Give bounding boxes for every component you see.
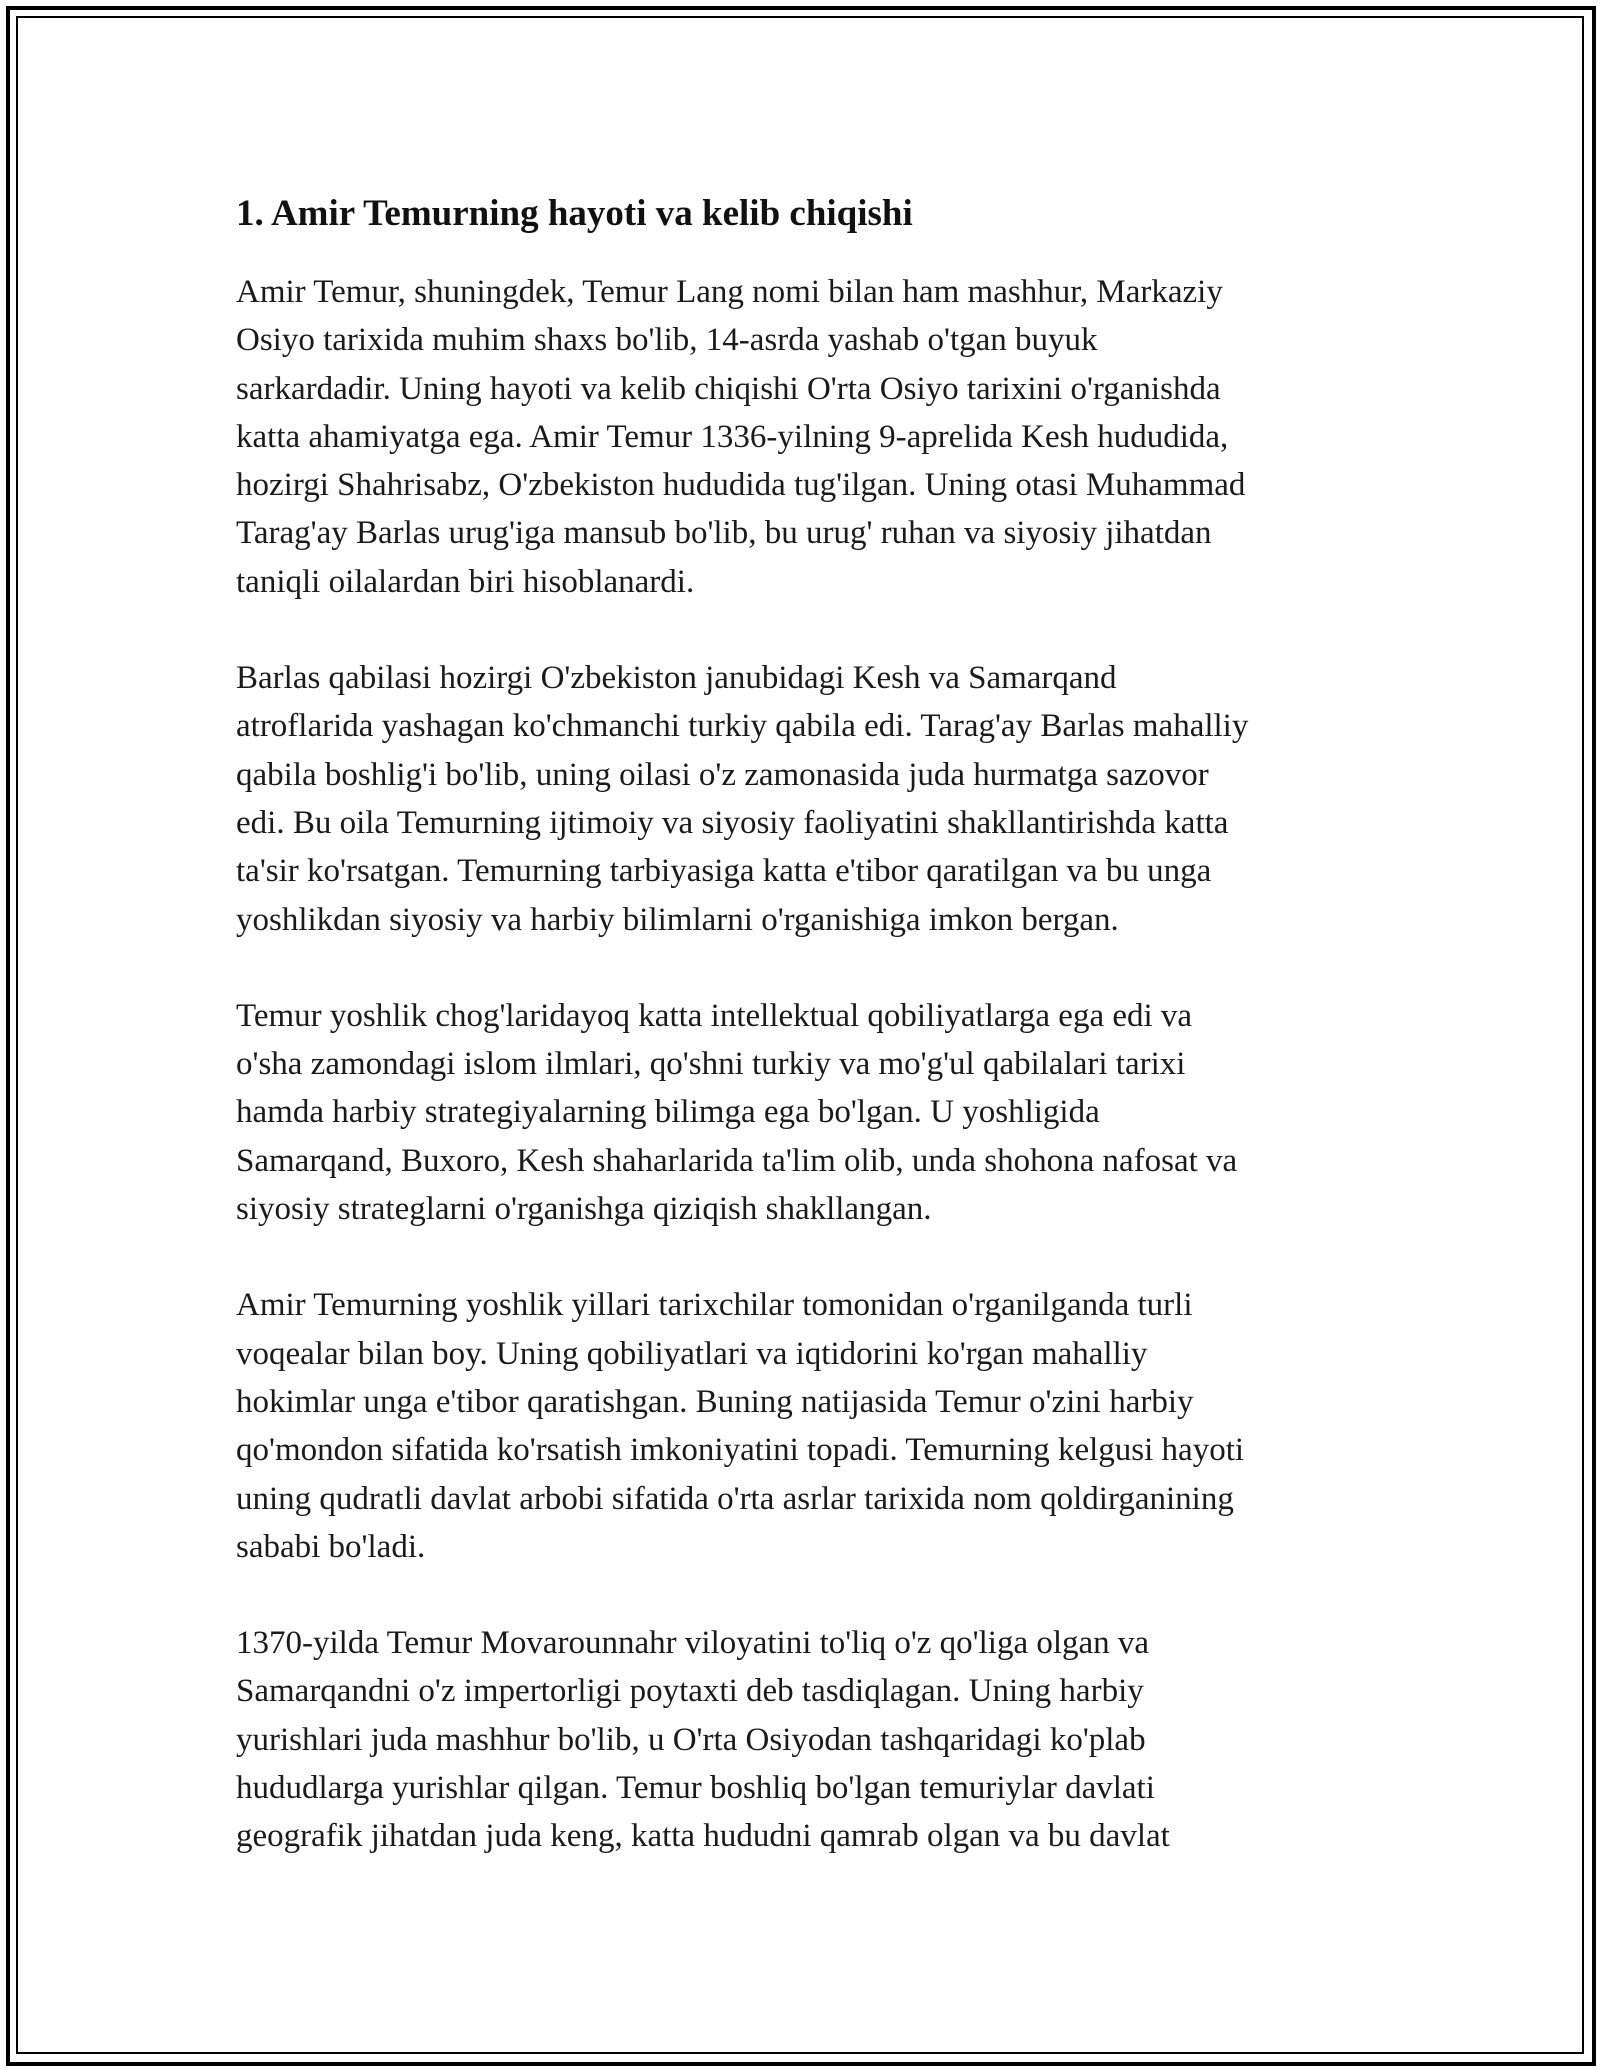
text-line: sarkardadir. Uning hayoti va kelib chiqishi O'rta Osiyo tarixini o'rganishda: [236, 370, 1221, 407]
paragraph-5: [236, 1619, 1406, 1860]
paragraph-4: [236, 1281, 1406, 1571]
text-line: hokimlar unga e'tibor qaratishgan. Buning natijasida Temur o'zini harbiy: [236, 1383, 1194, 1420]
text-line: qabila boshlig'i bo'lib, uning oilasi o'z zamonasida juda hurmatga sazovor: [236, 756, 1209, 793]
text-line: hozirgi Shahrisabz, O'zbekiston hududida tug'ilgan. Uning otasi Muhammad: [236, 467, 1246, 504]
text-line: siyosiy strateglarni o'rganishga qiziqish shakllangan.: [236, 1191, 932, 1228]
document-body: [236, 186, 1406, 1909]
text-line: sababi bo'ladi.: [236, 1528, 426, 1565]
text-line: hududlarga yurishlar qilgan. Temur boshliq bo'lgan temuriylar davlati: [236, 1770, 1155, 1807]
text-line: hamda harbiy strategiyalarning bilimga ega bo'lgan. U yoshligida: [236, 1094, 1100, 1131]
section-heading: 1. Amir Temurning hayoti va kelib chiqishi: [236, 193, 913, 234]
text-line: yurishlari juda mashhur bo'lib, u O'rta Osiyodan tashqaridagi ko'plab: [236, 1721, 1146, 1758]
text-line: Osiyo tarixida muhim shaxs bo'lib, 14-asrda yashab o'tgan buyuk: [236, 322, 1098, 359]
text-line: taniqli oilalardan biri hisoblanardi.: [236, 563, 695, 600]
text-line: Amir Temurning yoshlik yillari tarixchilar tomonidan o'rganilganda turli: [236, 1287, 1193, 1324]
paragraph-3: [236, 992, 1406, 1233]
text-line: Samarqandni o'z impertorligi poytaxti deb tasdiqlagan. Uning harbiy: [236, 1673, 1144, 1710]
text-line: ta'sir ko'rsatgan. Temurning tarbiyasiga katta e'tibor qaratilgan va bu unga: [236, 853, 1212, 890]
text-line: Samarqand, Buxoro, Kesh shaharlarida ta'lim olib, unda shohona nafosat va: [236, 1142, 1238, 1179]
paragraph-1: [236, 268, 1406, 606]
text-line: katta ahamiyatga ega. Amir Temur 1336-yilning 9-aprelida Kesh hududida,: [236, 418, 1229, 455]
text-line: Tarag'ay Barlas urug'iga mansub bo'lib, bu urug' ruhan va siyosiy jihatdan: [236, 515, 1212, 552]
text-line: geografik jihatdan juda keng, katta hududni qamrab olgan va bu davlat: [236, 1818, 1170, 1855]
text-line: yoshlikdan siyosiy va harbiy bilimlarni o'rganishiga imkon bergan.: [236, 901, 1119, 938]
text-line: uning qudratli davlat arbobi sifatida o'rta asrlar tarixida nom qoldirganining: [236, 1480, 1234, 1517]
text-line: atroflarida yashagan ko'chmanchi turkiy qabila edi. Tarag'ay Barlas mahalliy: [236, 708, 1249, 745]
text-line: Amir Temur, shuningdek, Temur Lang nomi bilan ham mashhur, Markaziy: [236, 274, 1223, 310]
text-line: edi. Bu oila Temurning ijtimoiy va siyosiy faoliyatini shakllantirishda katta: [236, 804, 1229, 841]
text-line: o'sha zamondagi islom ilmlari, qo'shni turkiy va mo'g'ul qabilalari tarixi: [236, 1046, 1186, 1083]
text-line: qo'mondon sifatida ko'rsatish imkoniyatini topadi. Temurning kelgusi hayoti: [236, 1432, 1245, 1469]
text-line: Barlas qabilasi hozirgi O'zbekiston janubidagi Kesh va Samarqand: [236, 660, 1117, 697]
paragraph-2: [236, 654, 1406, 944]
text-line: voqealar bilan boy. Uning qobiliyatlari va iqtidorini ko'rgan mahalliy: [236, 1335, 1148, 1372]
text-line: Temur yoshlik chog'laridayoq katta intellektual qobiliyatlarga ega edi va: [236, 997, 1193, 1034]
text-line: 1370-yilda Temur Movarounnahr viloyatini to'liq o'z qo'liga olgan va: [236, 1625, 1150, 1662]
